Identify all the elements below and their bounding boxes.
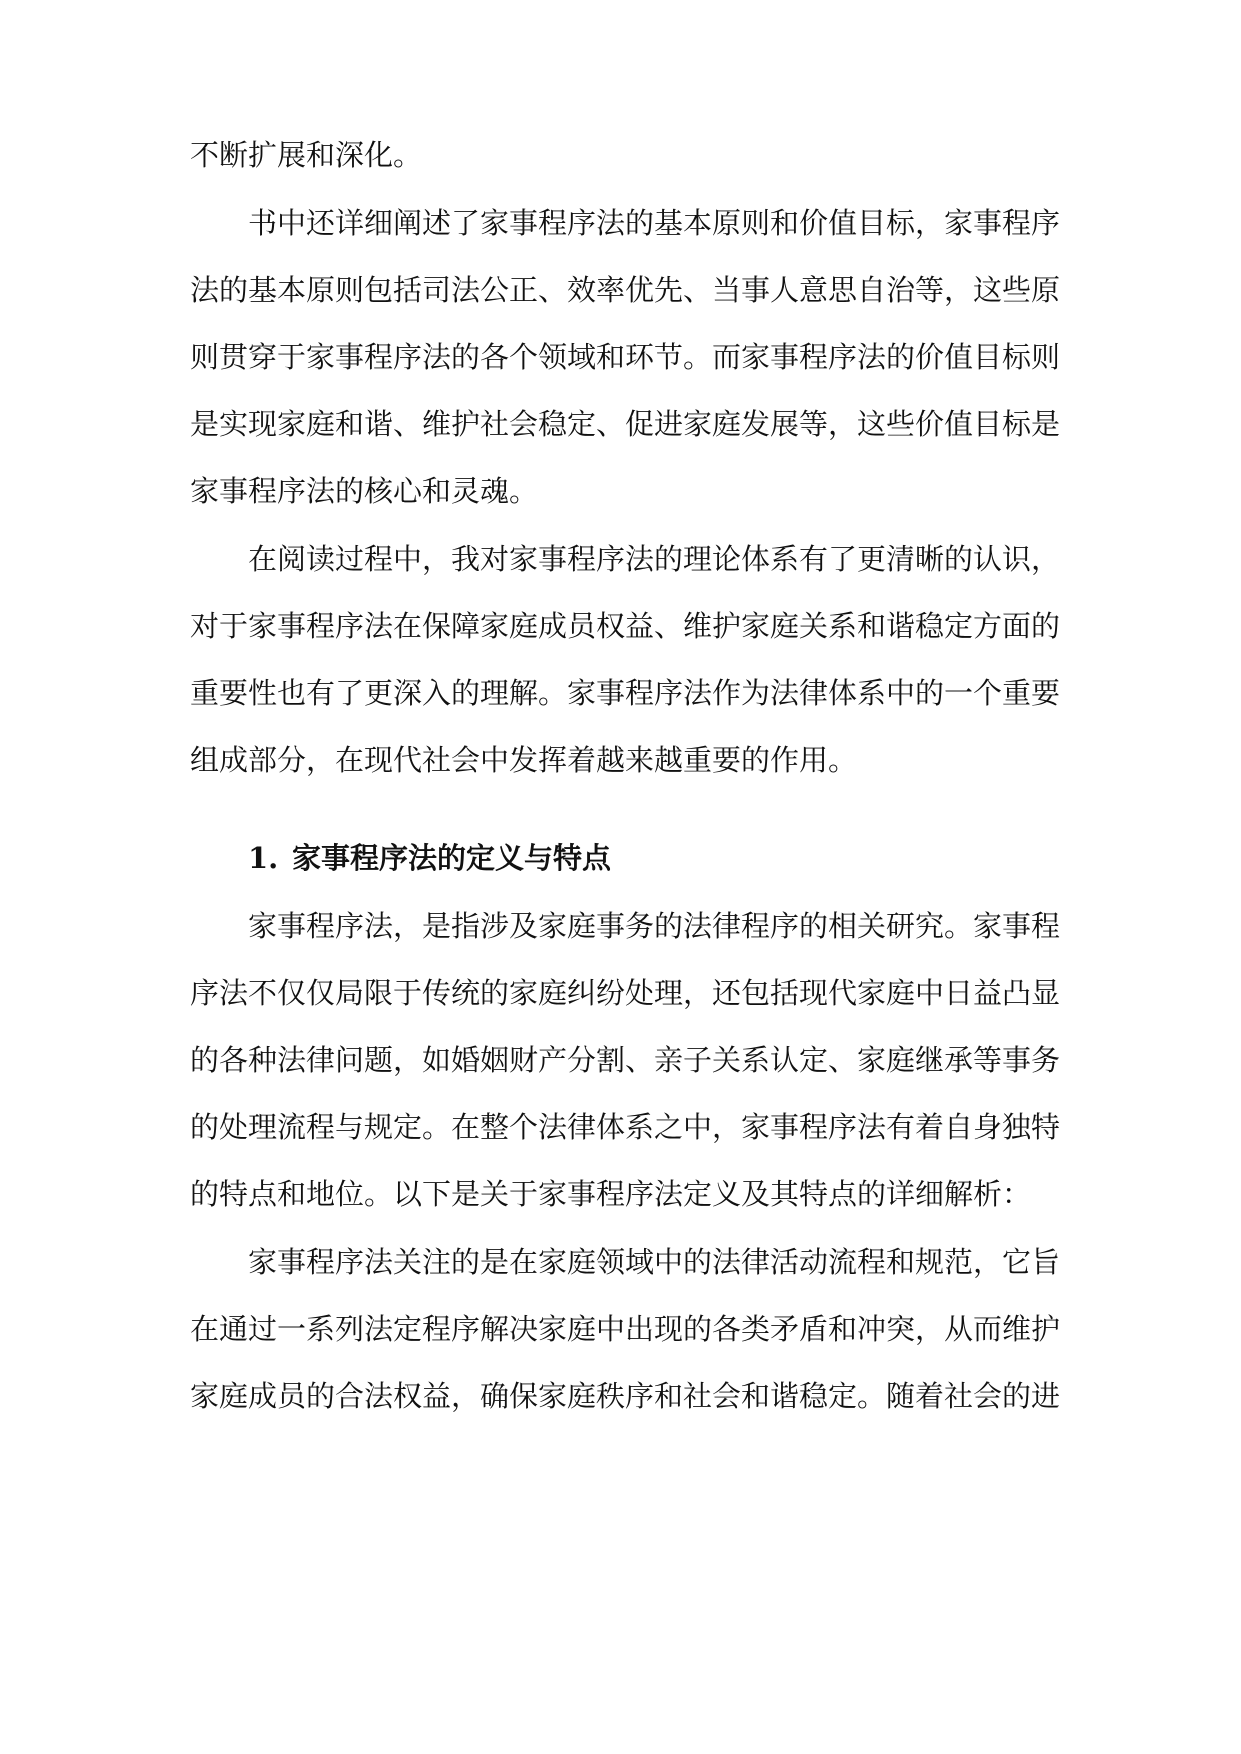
paragraph-line: 在通过一系列法定程序解决家庭中出现的各类矛盾和冲突，从而维护 <box>190 1312 1061 1346</box>
paragraph-line: 家事程序法的核心和灵魂。 <box>190 474 539 508</box>
paragraph-line: 重要性也有了更深入的理解。家事程序法作为法律体系中的一个重要 <box>190 676 1061 710</box>
paragraph-line: 家庭成员的合法权益，确保家庭秩序和社会和谐稳定。随着社会的进 <box>190 1379 1061 1413</box>
paragraph-line: 在阅读过程中，我对家事程序法的理论体系有了更清晰的认识， <box>248 542 1061 576</box>
paragraph-line: 家事程序法，是指涉及家庭事务的法律程序的相关研究。家事程 <box>248 909 1061 943</box>
paragraph-line: 对于家事程序法在保障家庭成员权益、维护家庭关系和谐稳定方面的 <box>190 609 1061 643</box>
paragraph-line: 家事程序法关注的是在家庭领域中的法律活动流程和规范，它旨 <box>248 1245 1061 1279</box>
paragraph-line: 的处理流程与规定。在整个法律体系之中，家事程序法有着自身独特 <box>190 1110 1061 1144</box>
paragraph-line: 的各种法律问题，如婚姻财产分割、亲子关系认定、家庭继承等事务 <box>190 1043 1061 1077</box>
paragraph-line: 则贯穿于家事程序法的各个领域和环节。而家事程序法的价值目标则 <box>190 340 1061 374</box>
paragraph-line: 不断扩展和深化。 <box>190 138 423 172</box>
paragraph-line: 的特点和地位。以下是关于家事程序法定义及其特点的详细解析： <box>190 1177 1032 1211</box>
paragraph-line: 组成部分，在现代社会中发挥着越来越重要的作用。 <box>190 743 858 777</box>
paragraph-line: 法的基本原则包括司法公正、效率优先、当事人意思自治等，这些原 <box>190 273 1061 307</box>
paragraph-line: 书中还详细阐述了家事程序法的基本原则和价值目标，家事程序 <box>248 206 1061 240</box>
section-number: 1. <box>248 841 279 875</box>
paragraph-line: 序法不仅仅局限于传统的家庭纠纷处理，还包括现代家庭中日益凸显 <box>190 976 1061 1010</box>
paragraph-line: 是实现家庭和谐、维护社会稳定、促进家庭发展等，这些价值目标是 <box>190 407 1061 441</box>
section-heading <box>248 838 611 878</box>
section-title: 家事程序法的定义与特点 <box>292 841 612 875</box>
